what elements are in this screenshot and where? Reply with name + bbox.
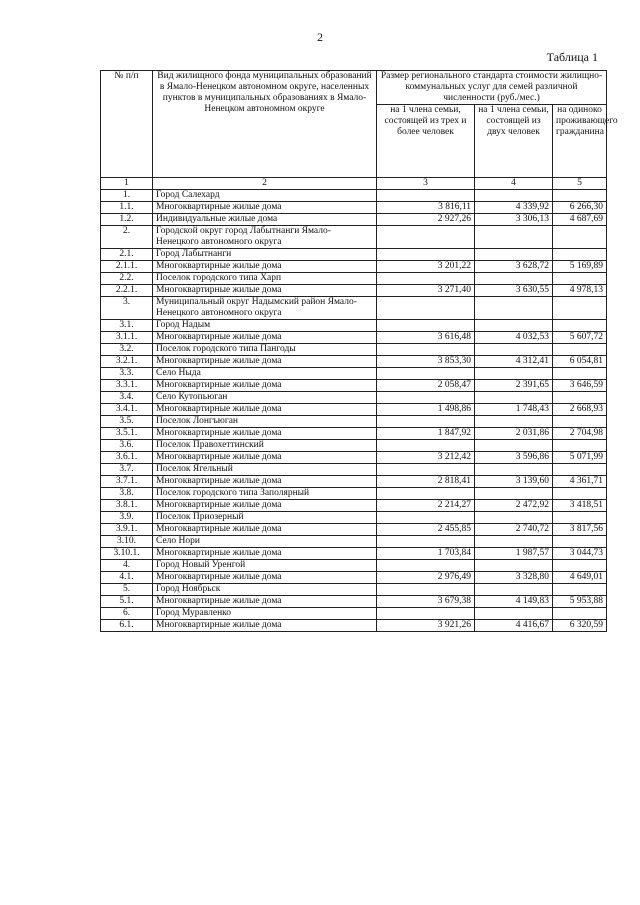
value-single [553, 344, 607, 356]
value-three-plus [377, 584, 475, 596]
value-two: 1 748,43 [475, 404, 553, 416]
row-number: 3.8.1. [101, 500, 153, 512]
row-name: Многоквартирные жилые дома [153, 620, 377, 632]
value-two [475, 392, 553, 404]
value-three-plus: 2 976,49 [377, 572, 475, 584]
row-number: 2. [101, 226, 153, 249]
row-name: Многоквартирные жилые дома [153, 285, 377, 297]
value-two: 4 416,67 [475, 620, 553, 632]
standards-table [100, 70, 618, 632]
value-three-plus: 1 847,92 [377, 428, 475, 440]
row-number: 3.5.1. [101, 428, 153, 440]
value-single [553, 560, 607, 572]
table-row [101, 548, 607, 560]
row-number: 4. [101, 560, 153, 572]
row-name: Город Новый Уренгой [153, 560, 377, 572]
value-three-plus: 1 498,86 [377, 404, 475, 416]
row-name: Многоквартирные жилые дома [153, 380, 377, 392]
table-row [101, 428, 607, 440]
row-number: 1.1. [101, 202, 153, 214]
value-single: 6 266,30 [553, 202, 607, 214]
value-single: 4 687,69 [553, 214, 607, 226]
row-name: Город Лабытнанги [153, 249, 377, 261]
table-row [101, 226, 607, 249]
value-three-plus: 3 679,38 [377, 596, 475, 608]
row-name: Муниципальный округ Надымский район Ямало-Ненецкого автономного округа [153, 297, 377, 320]
header-sub-single: на одиноко проживающего гражданина [553, 105, 607, 178]
table-row [101, 500, 607, 512]
value-single: 3 817,56 [553, 524, 607, 536]
value-two [475, 344, 553, 356]
value-two: 4 312,41 [475, 356, 553, 368]
value-single: 6 054,81 [553, 356, 607, 368]
table-row [101, 320, 607, 332]
value-two [475, 512, 553, 524]
row-name: Село Кутопьюган [153, 392, 377, 404]
value-three-plus [377, 512, 475, 524]
value-single [553, 249, 607, 261]
value-two [475, 560, 553, 572]
row-number: 3.7. [101, 464, 153, 476]
page-number: 2 [317, 30, 323, 44]
value-single: 6 320,59 [553, 620, 607, 632]
value-two [475, 440, 553, 452]
value-two: 3 306,13 [475, 214, 553, 226]
row-number: 3.3. [101, 368, 153, 380]
value-two: 3 139,60 [475, 476, 553, 488]
row-name: Город Муравленко [153, 608, 377, 620]
table-row [101, 249, 607, 261]
table-row [101, 297, 607, 320]
row-name: Многоквартирные жилые дома [153, 428, 377, 440]
table-row [101, 416, 607, 428]
header-sub-two: на 1 члена семьи, состоящей из двух человек [475, 105, 553, 178]
value-three-plus: 3 212,42 [377, 452, 475, 464]
row-name: Поселок Приозерный [153, 512, 377, 524]
row-name: Многоквартирные жилые дома [153, 572, 377, 584]
row-number: 3.2. [101, 344, 153, 356]
table-body [101, 190, 607, 632]
value-three-plus: 3 271,40 [377, 285, 475, 297]
row-name: Многоквартирные жилые дома [153, 524, 377, 536]
value-single: 4 361,71 [553, 476, 607, 488]
row-name: Многоквартирные жилые дома [153, 476, 377, 488]
table-row [101, 261, 607, 273]
value-single: 3 646,59 [553, 380, 607, 392]
value-single [553, 368, 607, 380]
value-two [475, 584, 553, 596]
value-three-plus: 3 853,30 [377, 356, 475, 368]
value-three-plus: 2 058,47 [377, 380, 475, 392]
row-number: 5. [101, 584, 153, 596]
row-number: 4.1. [101, 572, 153, 584]
value-single [553, 584, 607, 596]
value-three-plus [377, 608, 475, 620]
value-two [475, 368, 553, 380]
value-three-plus [377, 536, 475, 548]
row-number: 3.9. [101, 512, 153, 524]
table-row [101, 202, 607, 214]
value-three-plus [377, 273, 475, 285]
value-three-plus [377, 226, 475, 249]
value-three-plus: 3 921,26 [377, 620, 475, 632]
row-name: Многоквартирные жилые дома [153, 332, 377, 344]
value-single [553, 190, 607, 202]
row-number: 6.1. [101, 620, 153, 632]
row-name: Город Ноябрьск [153, 584, 377, 596]
table-row [101, 620, 607, 632]
header-type: Вид жилищного фонда муниципальных образований в Ямало-Ненецком автономном округе, населенных пунктов в муниципальных образованиях в Ямало-Ненецком автономном округе [153, 71, 377, 178]
row-number: 3.8. [101, 488, 153, 500]
value-single [553, 416, 607, 428]
row-number: 2.2.1. [101, 285, 153, 297]
value-single: 3 044,73 [553, 548, 607, 560]
colnum: 4 [475, 178, 553, 190]
row-name: Поселок городского типа Пангоды [153, 344, 377, 356]
value-single [553, 273, 607, 285]
table-row [101, 536, 607, 548]
row-number: 3.1.1. [101, 332, 153, 344]
row-number: 3.3.1. [101, 380, 153, 392]
value-single: 4 978,13 [553, 285, 607, 297]
row-number: 1.2. [101, 214, 153, 226]
value-three-plus [377, 488, 475, 500]
value-three-plus [377, 368, 475, 380]
value-three-plus: 2 818,41 [377, 476, 475, 488]
row-number: 3.10. [101, 536, 153, 548]
row-name: Поселок городского типа Харп [153, 273, 377, 285]
row-number: 3.5. [101, 416, 153, 428]
value-two [475, 488, 553, 500]
table-row [101, 380, 607, 392]
colnum: 5 [553, 178, 607, 190]
value-single: 5 953,88 [553, 596, 607, 608]
value-two: 2 391,65 [475, 380, 553, 392]
row-name: Многоквартирные жилые дома [153, 356, 377, 368]
table-row [101, 332, 607, 344]
row-number: 1. [101, 190, 153, 202]
value-single: 5 607,72 [553, 332, 607, 344]
value-three-plus: 1 703,84 [377, 548, 475, 560]
row-number: 3.6. [101, 440, 153, 452]
table-row [101, 392, 607, 404]
table-row [101, 285, 607, 297]
table-row [101, 572, 607, 584]
row-name: Город Салехард [153, 190, 377, 202]
value-two [475, 190, 553, 202]
value-two [475, 464, 553, 476]
table-row [101, 368, 607, 380]
row-name: Село Нори [153, 536, 377, 548]
row-number: 3. [101, 297, 153, 320]
value-three-plus [377, 297, 475, 320]
row-number: 6. [101, 608, 153, 620]
row-name: Поселок Правохеттинский [153, 440, 377, 452]
colnum: 1 [101, 178, 153, 190]
row-number: 2.1. [101, 249, 153, 261]
value-single [553, 392, 607, 404]
value-two [475, 226, 553, 249]
value-single: 5 169,89 [553, 261, 607, 273]
table-row [101, 512, 607, 524]
row-number: 3.7.1. [101, 476, 153, 488]
row-name: Многоквартирные жилые дома [153, 452, 377, 464]
value-three-plus: 3 816,11 [377, 202, 475, 214]
value-single: 5 071,99 [553, 452, 607, 464]
value-two: 3 630,55 [475, 285, 553, 297]
value-three-plus: 3 201,22 [377, 261, 475, 273]
value-single [553, 464, 607, 476]
colnum: 3 [377, 178, 475, 190]
value-two [475, 273, 553, 285]
value-two: 2 031,86 [475, 428, 553, 440]
row-name: Многоквартирные жилые дома [153, 261, 377, 273]
value-two: 3 596,86 [475, 452, 553, 464]
value-single [553, 488, 607, 500]
table-row [101, 190, 607, 202]
table-row [101, 476, 607, 488]
column-numbers-row [101, 178, 607, 190]
table-row [101, 404, 607, 416]
value-single: 3 418,51 [553, 500, 607, 512]
header-num: № п/п [101, 71, 153, 178]
value-single [553, 297, 607, 320]
colnum: 2 [153, 178, 377, 190]
table-row [101, 344, 607, 356]
value-single: 2 704,98 [553, 428, 607, 440]
table-row [101, 608, 607, 620]
row-number: 3.1. [101, 320, 153, 332]
table-row [101, 488, 607, 500]
row-name: Поселок городского типа Заполярный [153, 488, 377, 500]
row-number: 3.6.1. [101, 452, 153, 464]
row-number: 3.10.1. [101, 548, 153, 560]
row-name: Индивидуальные жилые дома [153, 214, 377, 226]
value-three-plus [377, 392, 475, 404]
value-three-plus [377, 416, 475, 428]
row-name: Поселок Ягельный [153, 464, 377, 476]
value-two [475, 536, 553, 548]
row-number: 5.1. [101, 596, 153, 608]
row-name: Село Ныда [153, 368, 377, 380]
table-row [101, 524, 607, 536]
header-standard: Размер регионального стандарта стоимости жилищно-коммунальных услуг для семей различной численности (руб./мес.) [377, 71, 607, 105]
value-two: 3 628,72 [475, 261, 553, 273]
value-three-plus [377, 190, 475, 202]
row-number: 3.9.1. [101, 524, 153, 536]
value-three-plus: 2 455,85 [377, 524, 475, 536]
value-three-plus: 3 616,48 [377, 332, 475, 344]
value-three-plus: 2 927,26 [377, 214, 475, 226]
value-three-plus: 2 214,27 [377, 500, 475, 512]
value-single [553, 320, 607, 332]
value-single: 2 668,93 [553, 404, 607, 416]
row-number: 3.4. [101, 392, 153, 404]
table-row [101, 560, 607, 572]
value-two: 3 328,80 [475, 572, 553, 584]
row-number: 3.4.1. [101, 404, 153, 416]
value-three-plus [377, 320, 475, 332]
value-two [475, 416, 553, 428]
row-number: 2.1.1. [101, 261, 153, 273]
table-row [101, 273, 607, 285]
row-number: 2.2. [101, 273, 153, 285]
row-name: Город Надым [153, 320, 377, 332]
value-two [475, 249, 553, 261]
table-row [101, 596, 607, 608]
row-name: Многоквартирные жилые дома [153, 548, 377, 560]
value-two: 2 472,92 [475, 500, 553, 512]
row-name: Многоквартирные жилые дома [153, 404, 377, 416]
value-single [553, 536, 607, 548]
value-three-plus [377, 464, 475, 476]
row-number: 3.2.1. [101, 356, 153, 368]
table-row [101, 214, 607, 226]
value-three-plus [377, 249, 475, 261]
row-name: Городской округ город Лабытнанги Ямало-Ненецкого автономного округа [153, 226, 377, 249]
row-name: Поселок Лонгъюган [153, 416, 377, 428]
value-single [553, 512, 607, 524]
value-two: 4 339,92 [475, 202, 553, 214]
table-row [101, 356, 607, 368]
value-two: 2 740,72 [475, 524, 553, 536]
value-three-plus [377, 560, 475, 572]
value-two: 1 987,57 [475, 548, 553, 560]
header-sub-three: на 1 члена семьи, состоящей из трех и более человек [377, 105, 475, 178]
value-three-plus [377, 440, 475, 452]
table-row [101, 440, 607, 452]
value-single [553, 226, 607, 249]
value-two [475, 297, 553, 320]
value-two: 4 032,53 [475, 332, 553, 344]
value-single: 4 649,01 [553, 572, 607, 584]
table-row [101, 464, 607, 476]
row-name: Многоквартирные жилые дома [153, 202, 377, 214]
value-single [553, 440, 607, 452]
value-single [553, 608, 607, 620]
row-name: Многоквартирные жилые дома [153, 596, 377, 608]
value-two [475, 320, 553, 332]
row-name: Многоквартирные жилые дома [153, 500, 377, 512]
table-row [101, 584, 607, 596]
value-two: 4 149,83 [475, 596, 553, 608]
value-two [475, 608, 553, 620]
value-three-plus [377, 344, 475, 356]
table-label: Таблица 1 [546, 50, 598, 64]
table-row [101, 452, 607, 464]
